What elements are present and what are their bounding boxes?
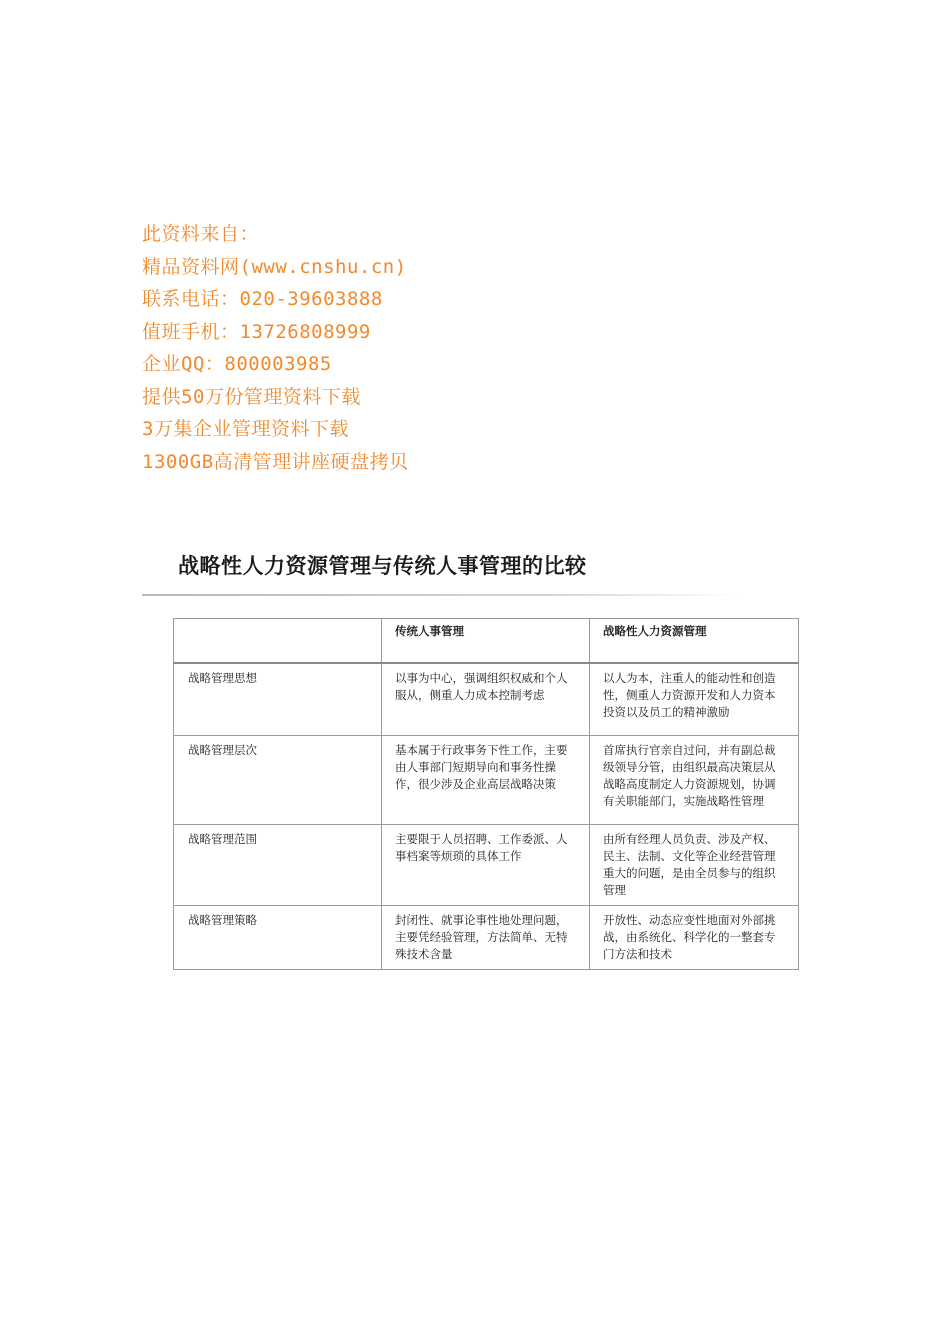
header-cell-empty [174, 619, 382, 664]
strategic-cell: 开放性、动态应变性地面对外部挑战，由系统化、科学化的一整套专门方法和技术 [590, 906, 799, 970]
row-label: 战略管理层次 [174, 736, 382, 825]
traditional-cell: 封闭性、就事论事性地处理问题，主要凭经验管理，方法简单、无特殊技术含量 [382, 906, 590, 970]
promo-line: 联系电话：020-39603888 [142, 288, 383, 310]
traditional-cell: 基本属于行政事务下性工作，主要由人事部门短期导向和事务性操作，很少涉及企业高层战略决策 [382, 736, 590, 825]
table-row [174, 736, 799, 825]
promo-line: 此资料来自： [142, 223, 260, 245]
table-row [174, 906, 799, 970]
strategic-cell: 以人为本，注重人的能动性和创造性，侧重人力资源开发和人力资本投资以及员工的精神激励 [590, 663, 799, 736]
row-label: 战略管理策略 [174, 906, 382, 970]
promo-line: 企业QQ：800003985 [142, 353, 332, 375]
promo-line: 1300GB高清管理讲座硬盘拷贝 [142, 450, 409, 473]
traditional-cell: 主要限于人员招聘、工作委派、人事档案等烦琐的具体工作 [382, 825, 590, 906]
table-header-row [174, 619, 799, 664]
promo-line: 3万集企业管理资料下载 [142, 418, 349, 440]
table-row [174, 663, 799, 736]
promo-text-block [142, 218, 409, 478]
strategic-cell: 由所有经理人员负责、涉及产权、民主、法制、文化等企业经营管理重大的问题，是由全员参与的组织管理 [590, 825, 799, 906]
header-cell-strategic: 战略性人力资源管理 [590, 619, 799, 664]
header-cell-traditional: 传统人事管理 [382, 619, 590, 664]
comparison-table [173, 618, 799, 970]
promo-line: 提供50万份管理资料下载 [142, 385, 361, 408]
traditional-cell: 以事为中心，强调组织权威和个人服从，侧重人力成本控制考虑 [382, 663, 590, 736]
strategic-cell: 首席执行官亲自过问，并有副总裁级领导分管，由组织最高决策层从战略高度制定人力资源规划，协调有关职能部门，实施战略性管理 [590, 736, 799, 825]
row-label: 战略管理范围 [174, 825, 382, 906]
promo-line: 值班手机：13726808999 [142, 320, 371, 343]
table-row [174, 825, 799, 906]
promo-line: 精品资料网(www.cnshu.cn) [142, 255, 407, 278]
row-label: 战略管理思想 [174, 663, 382, 736]
document-title: 战略性人力资源管理与传统人事管理的比较 [178, 553, 587, 578]
title-divider [142, 594, 740, 596]
